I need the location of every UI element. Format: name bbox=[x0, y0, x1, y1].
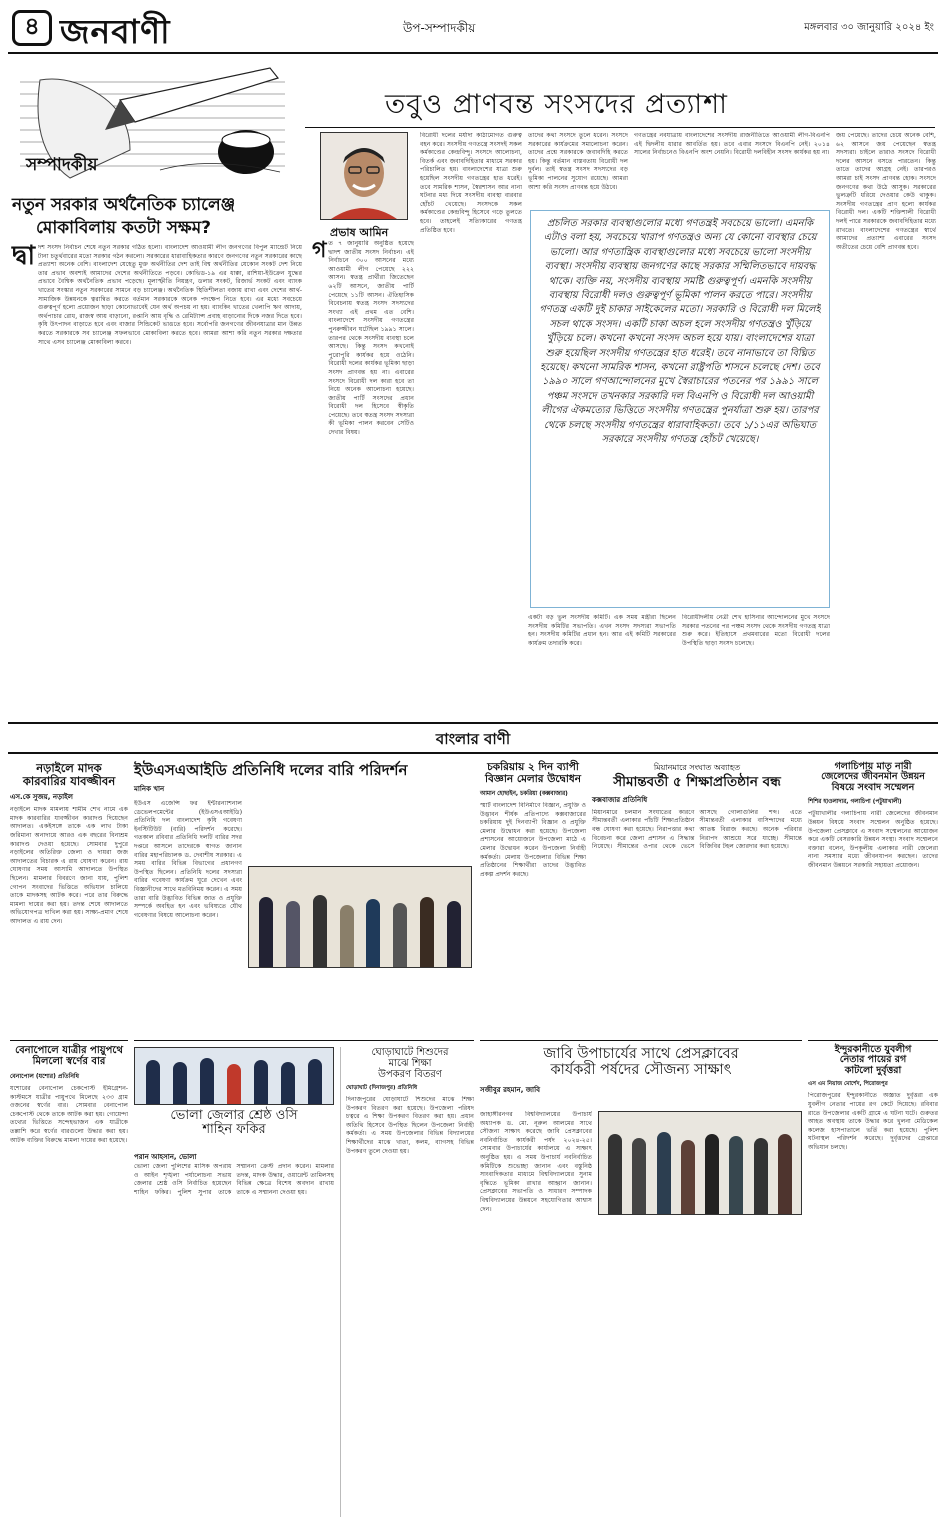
story-benapole-headline-2: মিললো স্বর্ণের বার bbox=[32, 1056, 106, 1067]
person-figure bbox=[447, 901, 461, 967]
editorial-headline bbox=[12, 196, 300, 237]
person-figure bbox=[227, 1064, 241, 1104]
person-figure bbox=[754, 1138, 768, 1214]
editorial-body bbox=[12, 241, 302, 712]
story-indurkani-headline-1: ইন্দুরকানীতে যুবলীগ bbox=[834, 1044, 912, 1055]
person-figure bbox=[632, 1138, 646, 1214]
story-indurkani bbox=[808, 1040, 938, 1518]
person-figure bbox=[308, 1059, 322, 1104]
editorial-label: সম্পাদকীয় bbox=[26, 155, 98, 175]
story-usaid-body: ইউএস এজেন্সি ফর ইন্টারন্যাশনাল ডেভেলপমেন্টের (ইউএসএআইডি) প্রতিনিধি দল বাংলাদেশ কৃষি গবেষণা ইনস্টিটিউট (বারি) পরিদর্শন করেছে। গতকাল রবিবার প্রতিনিধি দলটি বারির সদর দপ্তরে আসলে তাদেরকে স্বাগত জানান বারির মহাপরিচালক ড. দেবাশীষ সরকার। এ সময় বারির বিভিন্ন বিভাগের প্রধানগণ উপস্থিত ছিলেন। প্রতিনিধি দলের সদস্যরা বারির গবেষণা কার্যক্রম ঘুরে দেখেন এবং বিজ্ঞানীদের সাথে মতবিনিময় করেন। এ সময় তারা বারি উদ্ভাবিত বিভিন্ন জাত ও প্রযুক্তি সম্পর্কে অবহিত হন এবং ভবিষ্যতে যৌথ গবেষণার বিষয়ে আলোচনা করেন। bbox=[134, 800, 242, 919]
story-ghoraghat-headline-1: ঘোড়াঘাটে শিশুদের bbox=[371, 1047, 449, 1058]
ju-group-photo bbox=[599, 1112, 801, 1214]
story-narail-headline-2: কারবারির যাবজ্জীবন bbox=[22, 773, 116, 788]
person-figure bbox=[778, 1134, 792, 1214]
editorial-headline-line1: নতুন সরকার অর্থনৈতিক চ্যালেঞ্জ bbox=[12, 195, 236, 215]
story-ghoraghat-body: দিনাজপুরের ঘোড়াঘাটে শিশুদের মাঝে শিক্ষা উপকরণ বিতরণ করা হয়েছে। উপজেলা পরিষদ চত্বরে এ শিক্ষা উপকরণ বিতরণ করা হয়। প্রধান অতিথি হিসেবে উপস্থিত ছিলেন উপজেলা নির্বাহী কর্মকর্তা। এ সময় উপজেলার বিভিন্ন বিদ্যালয়ের শিক্ষার্থীদের মাঝে খাতা, কলম, ব্যাগসহ বিভিন্ন উপকরণ তুলে দেওয়া হয়। bbox=[346, 1096, 474, 1155]
story-bhola-photo bbox=[134, 1047, 334, 1105]
pull-quote-text: প্রচলিত সরকার ব্যবস্থাগুলোর মধ্যে গণতন্ত্রই সবচেয়ে ভালো। এমনকি এটাও বলা হয়, সবচেয়ে খারাপ গণতন্ত্রও অন্য যে কোনো ব্যবস্থার চেয়ে ভালো। আর গণতান্ত্রিক ব্যবস্থাগুলোর মধ্যে সবচেয়ে ভালো সংসদীয় ব্যবস্থা। সংসদীয় ব্যবস্থায় জনগণের কাছে সরকার সম্মিলিতভাবে দায়বদ্ধ থাকে। ব্যক্তি নয়, সংসদীয় ব্যবস্থায় সমষ্টি গুরুত্বপূর্ণ। এমনকি সংসদীয় ব্যবস্থায় বিরোধী দলও গুরুত্বপূর্ণ ভূমিকা পালন করতে পারে। সংসদীয় গণতন্ত্র একটি দুই চাকার সাইকেলের মতো। সরকারি ও বিরোধী দল মিলেই সচল থাকে সংসদ। একটি চাকা অচল হলে সংসদীয় গণতন্ত্রও খুঁড়িয়ে খুঁড়িয়ে চলে। কখনো কখনো সংসদ অচল হয়ে যায়। বাংলাদেশের যাত্রা শুরু হয়েছিল সংসদীয় গণতন্ত্রের হাত ধরেই। তবে নানাভাবে তা বিঘ্নিত হয়েছে। কখনো সামরিক শাসন, কখনো রাষ্ট্রপতি শাসনে চলেছে দেশ। তবে ১৯৯০ সালে গণআন্দোলনের মুখে স্বৈরাচারের পতনের পর ১৯৯১ সালে পঞ্চম সংসদে তখনকার সরকারি দল বিএনপি ও বিরোধী দল আওয়ামী লীগের ঐকমত্যের ভিত্তিতে সংসদীয় গণতন্ত্রের পুনর্যাত্রা শুরু হয়। তারপর থেকে চলছে সংসদীয় গণতন্ত্রের ধারাবাহিকতা। তবে ১/১১এর অভিঘাত সরকারে সংসদীয় গণতন্ত্র হোঁচট খেয়েছে। bbox=[539, 218, 821, 446]
masthead bbox=[8, 6, 938, 54]
op-ed-author: প্রভাষ আমিন bbox=[330, 226, 389, 239]
person-figure bbox=[254, 1060, 268, 1104]
story-border-kicker: মিয়ানমারে সংঘাত অব্যাহত bbox=[653, 763, 741, 772]
person-figure bbox=[608, 1134, 622, 1214]
story-narail-body: নড়াইলে মাদক মামলায় শামীম শেখ নামে এক মাদক কারবারির যাবজ্জীবন কারাদণ্ড দিয়েছেন আদালত। একইসঙ্গে তাকে এক লাখ টাকা জরিমানা অনাদায়ে আরও এক বছরের বিনাশ্রম কারাদণ্ড দেওয়া হয়েছে। সোমবার দুপুরে নড়াইলের অতিরিক্ত জেলা ও দায়রা জজ আদালতের বিচারক এ রায় ঘোষণা করেন। রায় ঘোষণার সময় আসামি আদালতে উপস্থিত ছিলেন। মামলার বিবরণে জানা যায়, পুলিশ গোপন সংবাদের ভিত্তিতে অভিযান চালিয়ে তাকে মাদকসহ আটক করে। পরে তার বিরুদ্ধে মামলা দায়ের করা হয়। তদন্ত শেষে আদালতে অভিযোগপত্র দাখিল করা হয়। সাক্ষ্য-প্রমাণ শেষে আদালত এ রায় দেন। bbox=[10, 806, 128, 925]
op-ed-lower-b: বিরোধীদলীয় নেত্রী শেখ হাসিনার আন্দোলনের মুখে সংসদে সরকার পতনের পর পঞ্চম সংসদ থেকে সংসদীয় গণতন্ত্র যাত্রা শুরু করে। ইতিহাসে প্রথমবারের মতো বিরোধী দলের উপস্থিতি ছাড়া সংসদ চলেছে। bbox=[682, 614, 830, 647]
story-indurkani-headline-2: নেতার পায়ের রগ bbox=[839, 1054, 907, 1066]
op-ed-lower-a: একটা বড় ভুল সংসদীয় কমিটি। এক সময় মন্ত্রীরা ছিলেন সংসদীয় কমিটির সভাপতি। এখন সংসদ সদস্যরা সভাপতি হন। সংসদীয় কমিটির প্রধান হন। আর এই কমিটি সরকারের কার্যক্রম তদারকি করে। bbox=[528, 614, 676, 647]
op-ed-headline-bar bbox=[305, 82, 935, 128]
story-usaid-headline: ইউএসএআইডি প্রতিনিধি দলের বারি পরিদর্শন bbox=[134, 761, 408, 779]
story-ju-headline-1: জাবি উপাচার্যের সাথে প্রেসক্লাবের bbox=[543, 1046, 739, 1062]
person-figure bbox=[729, 1136, 743, 1214]
paper-logo bbox=[60, 6, 171, 51]
story-galachipa-headline-2: জেলেদের জীবনমান উন্নয়ন bbox=[821, 771, 925, 783]
editorial-body-text: দশ সংসদ নির্বাচন শেষে নতুন সরকার গঠিত হলো। বাংলাদেশ আওয়ামী লীগ জনগণের বিপুল ম্যান্ডেট নিয়ে টানা চতুর্থবারের মতো সরকার গঠন করলো। সরকারের ধারাবাহিকতার কারণে জনগণের নতুন সরকারের কাছে প্রত্যাশা অনেক বেশি। বাংলাদেশ যেহেতু মুক্ত অর্থনীতির দেশ তাই বিশ্ব অর্থনীতির যেকোন সংকট দেশ নিয়ে তার প্রভাব অবশ্যই আমাদের দেশের অর্থনীতিতে পড়বে। কোভিড-১৯ এর ধাক্কা, রাশিয়া-ইউক্রেন যুদ্ধের প্রভাবে বৈশ্বিক অর্থনৈতিক প্রভাব পড়েছে। মূল্যস্ফীতি নিয়ন্ত্রণ, ডলার সংকট, রিজার্ভ সংকট এবং ব্যাংক খাতের সংস্কার নতুন সরকারের সামনে বড় চ্যালেঞ্জ। অর্থনৈতিক স্থিতিশীলতা বজায় রাখা এবং দেশের আর্থ-সামাজিক উন্নয়নকে ত্বরান্বিত করতে বর্তমান সরকারকে অনেক পদক্ষেপ নিতে হবে। এর মধ্যে সবচেয়ে গুরুত্বপূর্ণ হলো প্রয়োজন ছাড়া কোনোভাবেই যেন অর্থ অপচয় না হয়। ব্যাংকিং খাতের খেলাপি ঋণ আদায়, অর্থপাচার রোধ, রাজস্ব আয় বাড়ানো, রপ্তানি আয় বৃদ্ধি ও রেমিট্যান্স প্রবাহ বাড়ানোর দিকে নজর দিতে হবে। কৃষি উৎপাদন বাড়াতে হবে এবং বাজার সিন্ডিকেট ভাঙতে হবে। সর্বোপরি জনগণের জীবনযাত্রার মান উন্নত করতে সরকারকে সব চ্যালেঞ্জ সফলভাবে মোকাবিলা করতে হবে। আমরা আশা করি নতুন সরকার দক্ষতার সাথে এসব চ্যালেঞ্জ মোকাবিলা করবে। bbox=[38, 244, 302, 346]
usaid-group-photo bbox=[249, 867, 471, 967]
story-chakaria-body: স্মার্ট বাংলাদেশ বিনির্মাণে বিজ্ঞান, প্রযুক্তি ও উদ্ভাবন শীর্ষক প্রতিপাদ্যে কক্সবাজারের চকরিয়ায় দুই দিনব্যাপী বিজ্ঞান ও প্রযুক্তি মেলার উদ্বোধন করা হয়েছে। উপজেলা প্রশাসনের আয়োজনে উপজেলা মাঠে এ মেলার উদ্বোধন করেন উপজেলা নির্বাহী কর্মকর্তা। মেলায় উপজেলার বিভিন্ন শিক্ষা প্রতিষ্ঠানের শিক্ষার্থীরা তাদের উদ্ভাবিত প্রকল্প প্রদর্শন করছে। bbox=[480, 802, 586, 878]
story-galachipa-headline-3: বিষয়ে সংবাদ সম্মেলন bbox=[831, 781, 915, 793]
story-galachipa bbox=[808, 762, 938, 1034]
person-figure bbox=[259, 897, 273, 967]
story-galachipa-byline: শিশির হাওলাদার, গলাচিপা (পটুয়াখালী) bbox=[808, 799, 902, 806]
story-indurkani-headline-3: কাটলো দুর্বৃত্তরা bbox=[844, 1064, 902, 1076]
story-indurkani-body: পিরোজপুরের ইন্দুরকানীতে অজ্ঞাত দুর্বৃত্তরা এক যুবলীগ নেতার পায়ের রগ কেটে দিয়েছে। রবিবার রাতে উপজেলার একটি গ্রামে এ ঘটনা ঘটে। গুরুতর আহত অবস্থায় তাকে উদ্ধার করে খুলনা মেডিকেল কলেজ হাসপাতালে ভর্তি করা হয়েছে। পুলিশ ঘটনাস্থল পরিদর্শন করেছে। দুর্বৃত্তদের গ্রেপ্তারে অভিযান চলছে। bbox=[808, 1092, 938, 1151]
bhola-group-photo bbox=[135, 1048, 333, 1104]
author-portrait-icon bbox=[321, 133, 407, 219]
editorial-headline-line2: মোকাবিলায় কতটা সক্ষম? bbox=[36, 217, 212, 238]
story-bhola bbox=[134, 1040, 474, 1518]
story-ghoraghat-byline: ঘোড়াঘাট (দিনাজপুর) প্রতিনিধি bbox=[346, 1085, 418, 1091]
person-figure bbox=[705, 1134, 719, 1214]
person-figure bbox=[146, 1060, 160, 1104]
story-galachipa-headline-1: গলাচিপায় মাতৃ নারী bbox=[834, 761, 912, 772]
story-narail-byline: এস.কে সুজয়, নড়াইল bbox=[10, 793, 73, 802]
op-ed-headline: তবুও প্রাণবন্ত সংসদের প্রত্যাশা bbox=[385, 89, 728, 120]
person-figure bbox=[657, 1132, 671, 1214]
story-ghoraghat bbox=[340, 1047, 474, 1517]
banglar-bani-label: বাংলার বাণী bbox=[435, 730, 511, 748]
story-narail-headline-1: নড়াইলে মাদক bbox=[36, 761, 102, 775]
story-chakaria-headline-1: চকরিয়ায় ২ দিন ব্যাপী bbox=[487, 761, 579, 773]
story-bhola-body: ভোলা জেলা পুলিশের মাসিক অপরাধ ও আইন শৃঙ্খলা পর্যালোচনা সভায় জেলার শ্রেষ্ঠ ওসি নির্বাচিত হয়েছেন শাহিন ফকির। পুলিশ সুপার তাকে সম্মাননা ক্রেস্ট প্রদান করেন। মামলার তদন্ত, মাদক উদ্ধার, ওয়ারেন্ট তামিলসহ বিভিন্ন ক্ষেত্রে বিশেষ অবদান রাখায় তাকে এ সম্মাননা দেওয়া হয়। bbox=[134, 1163, 334, 1196]
story-narail bbox=[10, 762, 128, 1034]
story-galachipa-body: পটুয়াখালীর গলাচিপায় নারী জেলেদের জীবনমান উন্নয়ন বিষয়ে সংবাদ সম্মেলন অনুষ্ঠিত হয়েছে। উপজেলা প্রেসক্লাবে এ সংবাদ সম্মেলনের আয়োজন করে একটি বেসরকারি উন্নয়ন সংস্থা। সংবাদ সম্মেলনে বক্তারা বলেন, উপকূলীয় এলাকার নারী জেলেরা নানা সমস্যার মধ্যে জীবনযাপন করছেন। তাদের জীবনমান উন্নয়নে সরকারি সহায়তা প্রয়োজন। bbox=[808, 810, 938, 869]
section-rule-top bbox=[8, 722, 938, 724]
story-indurkani-byline: এস এম নিয়াজ মোর্শেদ, পিরোজপুর bbox=[808, 1081, 888, 1088]
story-border-schools bbox=[592, 762, 802, 1034]
op-ed-dropcap: গ bbox=[312, 238, 327, 263]
op-ed-column-3: তাদের কথা সংসদে তুলে ধরেন। সংসদে সরকারের কার্যক্রমের সমালোচনা করেন। তাদের প্রশ্নে সরকারকে জবাবদিহি করতে হয়। কিন্তু বর্তমান বাস্তবতায় বিরোধী দল দুর্বল। তাই স্বতন্ত্র সংসদ সদস্যদের বড় ভূমিকা পালনের সুযোগ রয়েছে। আমরা আশা করি সংসদ প্রাণবন্ত হয়ে উঠবে। bbox=[528, 132, 628, 191]
person-figure bbox=[313, 895, 327, 967]
story-benapole-headline-1: বেনাপোলে যাত্রীর পায়ুপথে bbox=[15, 1045, 123, 1056]
person-figure bbox=[173, 1062, 187, 1104]
person-figure bbox=[393, 903, 407, 967]
person-figure bbox=[420, 897, 434, 967]
story-bhola-headline bbox=[134, 1109, 334, 1138]
story-ju-pressclub bbox=[480, 1040, 802, 1518]
story-bhola-headline-1: ভোলা জেলার শ্রেষ্ঠ ওসি bbox=[170, 1108, 298, 1123]
story-benapole-body: যশোরের বেনাপোল চেকপোস্ট ইমিগ্রেশন-কাস্টমসে যাত্রীর পায়ুপথে মিলেছে ২৩৩ গ্রাম ওজনের স্বর্ণের বার। সোমবার বেনাপোল চেকপোস্ট থেকে তাকে আটক করা হয়। গোয়েন্দা তথ্যের ভিত্তিতে সন্দেহভাজন এক যাত্রীকে তল্লাশি করে স্বর্ণের বারগুলো উদ্ধার করা হয়। আটক ব্যক্তির বিরুদ্ধে মামলা দায়ের করা হয়েছে। bbox=[10, 1085, 128, 1144]
pull-quote-box bbox=[530, 210, 830, 608]
story-benapole-byline: বেনাপোল (যশোর) প্রতিনিধি bbox=[10, 1073, 79, 1080]
person-figure bbox=[200, 1058, 214, 1104]
editorial-art bbox=[10, 60, 295, 188]
page-number: ৪ bbox=[24, 12, 40, 40]
op-ed-column-1 bbox=[312, 240, 414, 712]
story-ju-photo bbox=[598, 1111, 802, 1215]
person-figure bbox=[340, 905, 354, 967]
story-ju-body-cont bbox=[598, 1221, 802, 1517]
page-number-badge bbox=[12, 10, 52, 46]
person-figure bbox=[286, 901, 300, 967]
paper-logo-part-b: বাণী bbox=[111, 12, 171, 51]
op-ed-column-5: জয় পেয়েছে। তাদের চেয়ে অনেক বেশি, ৬২ আসনে জয় পেয়েছেন স্বতন্ত্র সদস্যরা। চাইলে তারাও সংসদে বিরোধী দলের আসনে বসতে পারতেন। কিন্তু তাতে তাদের আগ্রহ নেই। তারপরও আমরা চাই সংসদ প্রাণবন্ত হোক। সংসদে জনগণের কথা উঠে আসুক। সরকারের ভুলত্রুটি ধরিয়ে দেওয়ার কেউ থাকুক। সংসদীয় গণতন্ত্রের প্রাণ হলো কার্যকর বিরোধী দল। একটি শক্তিশালী বিরোধী দলই পারে সরকারকে জবাবদিহিতার মধ্যে রাখতে। বাংলাদেশের গণতন্ত্রের স্বার্থে আমাদের প্রত্যাশা এবারের সংসদ অতীতের চেয়ে বেশি প্রাণবন্ত হবে। bbox=[836, 132, 936, 251]
paper-logo-part-a: জন bbox=[60, 12, 112, 51]
story-benapole bbox=[10, 1040, 128, 1518]
section-rule-bottom bbox=[8, 752, 938, 754]
editorial-dropcap: দ্বা bbox=[12, 241, 35, 271]
story-chakaria-byline: আমান হোছাইন, চকরিয়া (কক্সবাজার) bbox=[480, 791, 568, 798]
op-ed-column-1-text: ত ৭ জানুয়ারি অনুষ্ঠিত হয়েছে দ্বাদশ জাতীয় সংসদ নির্বাচন। এই নির্বাচনে ৩০০ আসনের মধ্যে আওয়ামী লীগ পেয়েছে ২২২ আসন। স্বতন্ত্র প্রার্থীরা জিতেছেন ৬২টি আসনে, জাতীয় পার্টি পেয়েছে ১১টি আসন। ঐতিহাসিক বিবেচনায় স্বতন্ত্র সংসদ সদস্যদের সংখ্যা এই প্রথম এত বেশি। বাংলাদেশে সংসদীয় গণতন্ত্রের পুনরুজ্জীবন ঘটেছিল ১৯৯১ সালে। তারপর থেকে সংসদীয় ব্যবস্থা চলে আসছে। কিন্তু সংসদ কখনোই পুরোপুরি কার্যকর হয়ে ওঠেনি। বিরোধী দলের কার্যকর ভূমিকা ছাড়া সংসদ প্রাণবন্ত হয় না। এবারের সংসদে বিরোধী দল কারা হবে তা নিয়ে অনেক আলোচনা হয়েছে। জাতীয় পার্টি সংসদের প্রধান বিরোধী দল হিসেবে স্বীকৃতি পেয়েছে। তবে স্বতন্ত্র সংসদ সদস্যরা কী ভূমিকা পালন করবেন সেটিও দেখার বিষয়। bbox=[328, 240, 414, 437]
story-chakaria-headline-2: বিজ্ঞান মেলার উদ্বোধন bbox=[484, 772, 582, 785]
person-figure bbox=[366, 899, 380, 967]
story-bhola-headline-2: শাহিন ফকির bbox=[202, 1122, 266, 1138]
section-name: উপ-সম্পাদকীয় bbox=[403, 21, 476, 35]
story-ju-body: জাহাঙ্গীরনগর বিশ্ববিদ্যালয়ের উপাচার্য অধ্যাপক ড. মো. নূরুল আলমের সাথে সৌজন্য সাক্ষাৎ করেছে জাবি প্রেসক্লাবের নবনির্বাচিত কার্যকরী পর্ষদ ২০২৪-২৫। সোমবার উপাচার্যের কার্যালয়ে এ সাক্ষাৎ অনুষ্ঠিত হয়। এ সময় উপাচার্য নবনির্বাচিত কমিটিকে শুভেচ্ছা জানান এবং বস্তুনিষ্ঠ সাংবাদিকতার মাধ্যমে বিশ্ববিদ্যালয়ের সুনাম বৃদ্ধিতে ভূমিকা রাখার আহ্বান জানান। প্রেসক্লাবের সভাপতি ও সাধারণ সম্পাদক বিশ্ববিদ্যালয়ের উন্নয়নে সহযোগিতার আশ্বাস দেন। bbox=[480, 1111, 592, 1213]
story-chakaria bbox=[480, 762, 586, 1034]
story-ju-headline-2: কার্যকরী পর্ষদের সৌজন্য সাক্ষাৎ bbox=[550, 1061, 732, 1078]
person-figure bbox=[281, 1062, 295, 1104]
person-figure bbox=[681, 1140, 695, 1214]
story-usaid-photo bbox=[248, 866, 472, 968]
story-ju-byline: সজীবুর রহমান, জাবি bbox=[480, 1085, 540, 1094]
story-usaid-byline: মানিক খান bbox=[134, 784, 165, 793]
story-border-byline: কক্সবাজার প্রতিনিধি bbox=[592, 795, 648, 804]
issue-date: মঙ্গলবার ৩০ জানুয়ারি ২০২৪ ইং bbox=[804, 22, 934, 33]
story-bhola-byline: পরান আহসান, ভোলা bbox=[134, 1153, 197, 1161]
story-usaid bbox=[134, 762, 474, 1034]
story-border-headline: সীমান্তবর্তী ৫ শিক্ষাপ্রতিষ্ঠান বন্ধ bbox=[613, 774, 781, 790]
op-ed-column-2: বিরোধী দলের মর্যাদা কাঠামোগত গুরুত্ব বহন করে। সংসদীয় গণতন্ত্রে সংসদই সকল কর্মকাণ্ডের কেন্দ্রবিন্দু। সংসদে আলোচনা, বিতর্ক এবং জবাবদিহিতার মাধ্যমে সরকার পরিচালিত হয়। বাংলাদেশের যাত্রা শুরু হয়েছিল সংসদীয় গণতন্ত্রের হাত ধরেই। তবে সামরিক শাসন, স্বৈরশাসন আর নানা ঘটনার মধ্য দিয়ে সংসদীয় ব্যবস্থা বারবার হোঁচট খেয়েছে। সংসদকে সকল কর্মকাণ্ডের কেন্দ্রবিন্দু হিসেবে গড়ে তুলতে হবে। তাহলেই সত্যিকারের গণতন্ত্র প্রতিষ্ঠিত হবে। bbox=[420, 132, 522, 234]
masthead-rule bbox=[8, 52, 938, 54]
story-ghoraghat-headline-2: মাঝে শিক্ষা bbox=[388, 1058, 432, 1069]
story-border-body: মিয়ানমারে চলমান সংঘাতের কারণে সীমান্তবর্তী এলাকার পাঁচটি শিক্ষাপ্রতিষ্ঠান বন্ধ ঘোষণা করা হয়েছে। নিরাপত্তার কথা বিবেচনা করে জেলা প্রশাসন এ সিদ্ধান্ত নিয়েছে। সীমান্তের ওপার থেকে ভেসে আসছে গোলাগুলির শব্দ। এতে সীমান্তবর্তী এলাকার বাসিন্দাদের মধ্যে আতঙ্ক বিরাজ করছে। অনেক পরিবার নিরাপদ আশ্রয়ে সরে যাচ্ছে। সীমান্তে বিজিবির টহল জোরদার করা হয়েছে। bbox=[592, 808, 802, 851]
story-ghoraghat-headline-3: উপকরণ বিতরণ bbox=[378, 1069, 442, 1080]
author-photo bbox=[320, 132, 408, 220]
op-ed-column-4: গণতন্ত্রের নবযাত্রায় বাংলাদেশের সংসদীয় রাজনীতিতে আওয়ামী লীগ-বিএনপি এই দ্বিদলীয় ধারার আবর্তিত হয়। তবে এবার সংসদে বিএনপি নেই। ২০১৪ সালের নির্বাচনেও বিএনপি অংশ নেয়নি। বিরোধী দলবিহীন সংসদ কার্যকর হয় না। bbox=[634, 132, 830, 157]
